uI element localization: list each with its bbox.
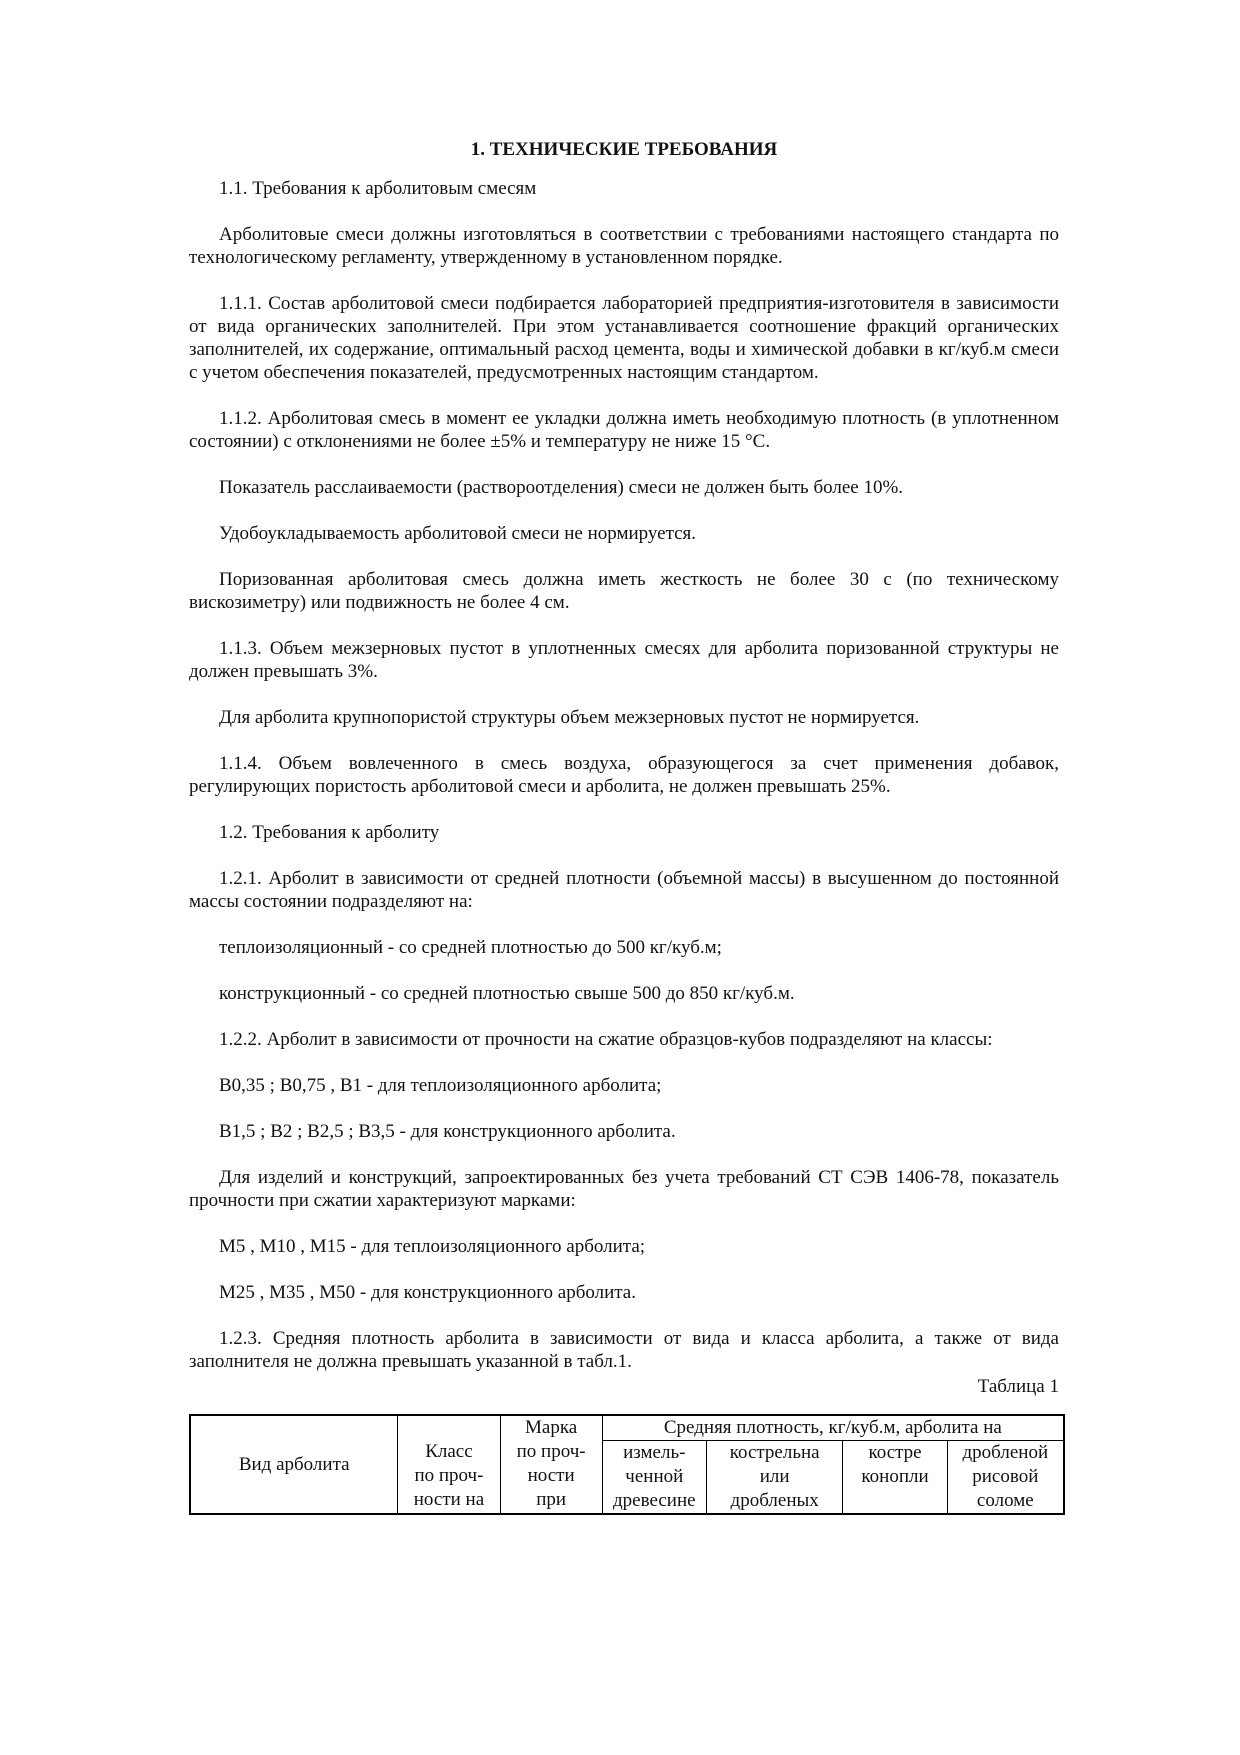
paragraph: Удобоукладываемость арболитовой смеси не нормируется. xyxy=(219,523,697,544)
paragraph: М5 , М10 , М15 - для теплоизоляционного арболита; xyxy=(219,1236,646,1257)
paragraph: 1.2.2. Арболит в зависимости от прочности на сжатие образцов-кубов подразделяют на классы: xyxy=(219,1029,993,1050)
paragraph: конструкционный - со средней плотностью свыше 500 до 850 кг/куб.м. xyxy=(219,983,795,1004)
paragraph: 1.1.4. Объем вовлеченного в смесь воздуха, образующегося за счет применения добавок, регулирующих пористость арболитовой смеси и арболита, не должен превышать 25%. xyxy=(189,753,1059,797)
table-caption: Таблица 1 xyxy=(977,1376,1059,1397)
header-hemp: костре конопли xyxy=(843,1441,947,1515)
density-table xyxy=(189,1414,1065,1515)
document-page xyxy=(189,138,1059,1515)
header-kind: Вид арболита xyxy=(190,1415,398,1514)
header-class: Класс по проч- ности на xyxy=(398,1415,500,1514)
section-title: 1. ТЕХНИЧЕСКИЕ ТРЕБОВАНИЯ xyxy=(470,139,778,160)
paragraph: 1.1.3. Объем межзерновых пустот в уплотненных смесях для арболита поризованной структуры не должен превышать 3%. xyxy=(189,638,1059,682)
header-wood: измель- ченной древесине xyxy=(602,1441,706,1515)
paragraph: В1,5 ; В2 ; В2,5 ; В3,5 - для конструкционного арболита. xyxy=(219,1121,676,1142)
paragraph: 1.1.2. Арболитовая смесь в момент ее укладки должна иметь необходимую плотность (в уплотненном состоянии) с отклонениями не более ±5% и температуру не ниже 15 °С. xyxy=(189,408,1059,452)
header-straw: дробленой рисовой соломе xyxy=(947,1441,1064,1515)
paragraph: 1.2.3. Средняя плотность арболита в зависимости от вида и класса арболита, а также от вида заполнителя не должна превышать указанной в табл.1. xyxy=(189,1328,1059,1372)
paragraph: Для изделий и конструкций, запроектированных без учета требований СТ СЭВ 1406-78, показатель прочности при сжатии характеризуют марками: xyxy=(189,1167,1059,1211)
header-flax: кострельна или дробленых xyxy=(706,1441,843,1515)
header-density-group: Средняя плотность, кг/куб.м, арболита на xyxy=(602,1415,1064,1441)
paragraph: 1.1.1. Состав арболитовой смеси подбирается лабораторией предприятия-изготовителя в зависимости от вида органических заполнителей. При этом устанавливается соотношение фракций органических заполнителей, их содержание, оптимальный расход цемента, воды и химической добавки в кг/куб.м смеси с учетом обеспечения показателей, предусмотренных настоящим стандартом. xyxy=(189,293,1059,383)
paragraph: В0,35 ; В0,75 , В1 - для теплоизоляционного арболита; xyxy=(219,1075,662,1096)
paragraph: Показатель расслаиваемости (раствороотделения) смеси не должен быть более 10%. xyxy=(219,477,904,498)
paragraph: Поризованная арболитовая смесь должна иметь жесткость не более 30 с (по техническому вискозиметру) или подвижность не более 4 см. xyxy=(189,569,1059,613)
paragraph: теплоизоляционный - со средней плотностью до 500 кг/куб.м; xyxy=(219,937,722,958)
paragraph: М25 , М35 , М50 - для конструкционного арболита. xyxy=(219,1282,636,1303)
header-mark: Марка по проч- ности при xyxy=(500,1415,602,1514)
paragraph: Арболитовые смеси должны изготовляться в соответствии с требованиями настоящего стандарта по технологическому регламенту, утвержденному в установленном порядке. xyxy=(189,224,1059,268)
paragraph: 1.1. Требования к арболитовым смесям xyxy=(219,178,537,199)
paragraph: 1.2. Требования к арболиту xyxy=(219,822,440,843)
paragraph: Для арболита крупнопористой структуры объем межзерновых пустот не нормируется. xyxy=(219,707,920,728)
table-header-row xyxy=(190,1415,1064,1441)
paragraph: 1.2.1. Арболит в зависимости от средней плотности (объемной массы) в высушенном до постоянной массы состоянии подразделяют на: xyxy=(189,868,1059,912)
